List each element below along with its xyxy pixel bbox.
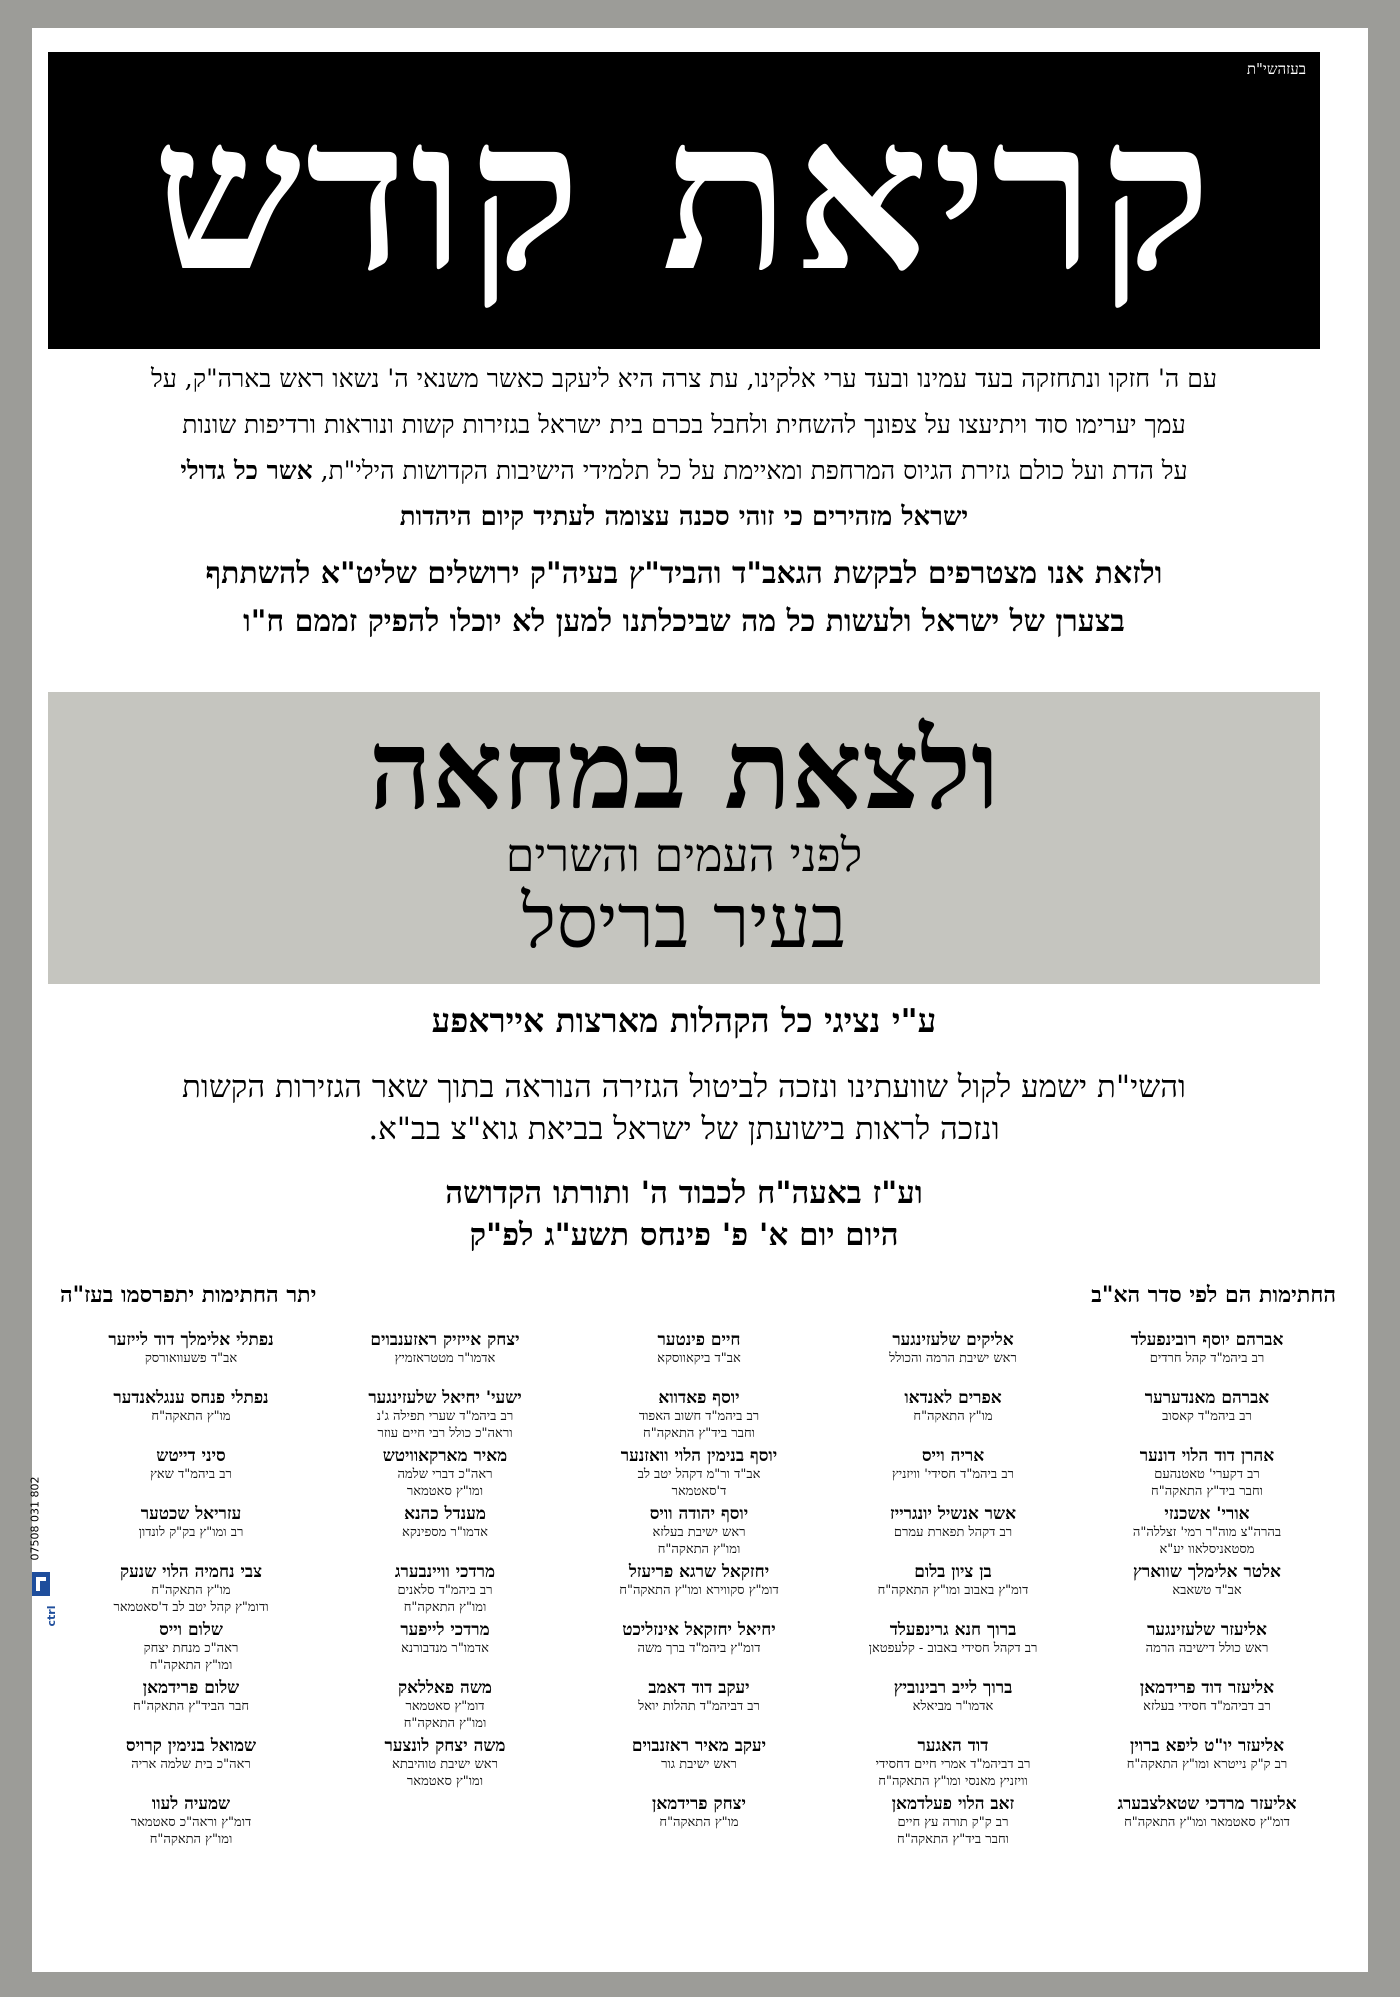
signature-entry: [572, 1504, 826, 1562]
signature-entry: [1080, 1620, 1334, 1678]
signatory-title: אב"ד טשאבא: [1172, 1583, 1242, 1598]
signatory-name: משה יצחק לונצער: [384, 1736, 506, 1756]
signature-entry: [1080, 1736, 1334, 1794]
signature-entry: [1080, 1678, 1334, 1736]
intro-strong-line: ולזאת אנו מצטרפים לבקשת הגאב"ד והביד"ץ בעיה"ק ירושלים שליט"א להשתתף: [205, 556, 1163, 591]
prayer-line: ונזכה לראות בישועתן של ישראל בביאת גוא"צ בב"א.: [368, 1111, 1000, 1147]
signature-entry: [318, 1678, 572, 1736]
signatory-title: ראה"כ מנחת יצחק: [143, 1641, 239, 1656]
signatory-name: אשר אנשיל יונגרייז: [890, 1504, 1016, 1524]
signature-entry: [1080, 1504, 1334, 1562]
signature-entry: [826, 1794, 1080, 1852]
signatory-name: אורי' אשכנזי: [1164, 1504, 1250, 1524]
signatory-title: רב דקהל חסידי באבוב - קלעפטאן: [868, 1641, 1038, 1656]
signatory-name: ברוך לייב רבינוביץ: [893, 1678, 1013, 1698]
signature-entry: [572, 1794, 826, 1852]
signatory-name: נפתלי פנחס ענגלאנדער: [113, 1388, 269, 1408]
signature-entry: [318, 1620, 572, 1678]
signatory-name: צבי נחמיה הלוי שנעק: [119, 1562, 263, 1582]
signature-entry: [64, 1330, 318, 1388]
signatory-title: וראה"כ כולל רבי חיים עוזר: [377, 1426, 513, 1441]
signatory-name: ברוך חנא גרינפעלד: [889, 1620, 1017, 1640]
signatory-title: ומו"ץ סאטמאר: [406, 1774, 484, 1789]
signatory-title: רב דביהמ"ד אמרי חיים דחסידי: [875, 1757, 1031, 1772]
signatory-title: רב ומו"ץ בק"ק לונדון: [138, 1525, 244, 1540]
signature-entry: [1080, 1330, 1334, 1388]
signature-entry: [826, 1388, 1080, 1446]
signature-entry: [318, 1330, 572, 1388]
signatory-name: יוסף יהודה וויס: [649, 1504, 749, 1524]
signatory-title: רב דביהמ"ד תהלות יואל: [638, 1699, 760, 1714]
signature-entry: [64, 1736, 318, 1794]
signature-entry: [64, 1388, 318, 1446]
signatory-title: אדמו"ר מספינקא: [402, 1525, 488, 1540]
signatory-title: ראש ישיבת גור: [661, 1757, 737, 1772]
svg-text:ctrl: ctrl: [45, 1605, 58, 1627]
signatory-name: מרדכי וויינבערג: [394, 1562, 496, 1582]
signature-entry: [64, 1678, 318, 1736]
signatory-title: רב דקהל תפארת עמרם: [893, 1525, 1013, 1540]
signatory-title: ראש ישיבת הרמה והכולל: [889, 1351, 1017, 1366]
title-banner: [48, 52, 1320, 349]
signature-entry: [826, 1446, 1080, 1504]
signature-entry: [318, 1562, 572, 1620]
signatory-name: יחזקאל שרגא פריעזל: [628, 1562, 770, 1582]
signatory-name: מאיר מארקאוויטש: [382, 1446, 508, 1466]
signatory-title: רב ביהמ"ד קאסוב: [1162, 1409, 1252, 1424]
signatory-name: יצחק פרידמאן: [652, 1794, 746, 1814]
signature-entry: [572, 1620, 826, 1678]
signature-entry: [64, 1620, 318, 1678]
signature-entry: [64, 1562, 318, 1620]
signatory-title: רב דקערי' טאטנהעם: [1154, 1467, 1260, 1482]
protest-city: בעיר בריסל: [521, 879, 847, 965]
signatory-title: ראש כולל דישיבה הרמה: [1145, 1641, 1269, 1656]
signature-entry: [318, 1446, 572, 1504]
signatory-title: ד'סאטמאר: [671, 1484, 727, 1499]
signatory-title: ומו"ץ התאקה"ח: [403, 1600, 487, 1615]
signature-entry: [1080, 1562, 1334, 1620]
signatory-name: חיים פינטער: [657, 1330, 741, 1350]
intro-line: עם ה' חזקו ונתחזקה בעד עמינו ובעד ערי אלקינו, עת צרה היא ליעקב כאשר משנאי ה' נשאו ראש בארה"ק, על: [151, 364, 1217, 393]
signatory-title: ומו"ץ התאקה"ח: [149, 1832, 233, 1847]
signatory-name: אליעזר דוד פרידמאן: [1139, 1678, 1275, 1698]
signatory-title: דומ"ץ סאטמאר: [405, 1699, 485, 1714]
signatory-name: ישעי' יחיאל שלעזינגער: [368, 1388, 522, 1408]
organizers-line: ע"י נציגי כל הקהלות מארצות אייראפע: [431, 1001, 937, 1040]
signatory-title: מו"ץ התאקה"ח: [151, 1409, 231, 1424]
signatory-name: דוד האגער: [917, 1736, 989, 1756]
signatory-title: רב ביהמ"ד קהל חרדים: [1149, 1351, 1265, 1366]
signatory-name: יחיאל יחזקאל אינזליכט: [622, 1620, 776, 1640]
signatory-title: רב ביהמ"ד חשוב האפוד: [638, 1409, 760, 1424]
signatory-title: דומ"ץ סאטמאר ומו"ץ התאקה"ח: [1124, 1815, 1290, 1830]
signatory-title: ומו"ץ סאטמאר: [406, 1484, 484, 1499]
signature-entry: [318, 1504, 572, 1562]
signatory-title: רב ק"ק תורה עץ חיים: [897, 1815, 1009, 1830]
ctrl-logo: [30, 1572, 58, 1632]
header-blessing: בעזהשי"ת: [1246, 60, 1306, 78]
signatory-name: זאב הלוי פעלדמאן: [891, 1794, 1015, 1814]
signatory-title: רב ק"ק נייטרא ומו"ץ התאקה"ח: [1126, 1757, 1288, 1772]
signatory-title: ודומ"ץ קהל יטב לב ד'סאטמאר: [113, 1600, 269, 1615]
signatory-name: עזריאל שכטער: [140, 1504, 242, 1524]
intro-line: עמך יערימו סוד ויתיעצו על צפונך להשחית ולחבל בכרם בית ישראל בגזירות קשות ונוראות ורדיפות שונות: [182, 410, 1186, 439]
closing-text: [48, 996, 1320, 1256]
signatory-name: אליעזר מרדכי שטאלצבערג: [1117, 1794, 1297, 1814]
signatures-more-note: יתר החתימות יתפרסמו בעז"ה: [60, 1282, 317, 1308]
signature-entry: [1080, 1446, 1334, 1504]
signatory-title: מסטאניסלאוו יע"א: [1159, 1542, 1255, 1557]
signature-entry: [64, 1504, 318, 1562]
signature-entry: [572, 1678, 826, 1736]
signatory-name: יעקב מאיר ראזנבוים: [631, 1736, 767, 1756]
intro-text: [48, 356, 1320, 646]
protest-subheading: לפני העמים והשרים: [505, 828, 863, 882]
signature-entry: [826, 1736, 1080, 1794]
signatory-name: אהרן דוד הלוי דונער: [1139, 1446, 1275, 1466]
date-line: היום יום א' פ' פינחס תשע"ג לפ"ק: [469, 1217, 899, 1253]
signature-entry: [572, 1562, 826, 1620]
signatory-title: וחבר ביד"ץ התאקה"ח: [897, 1832, 1009, 1847]
signatory-title: ראה"כ בית שלמה אריה: [131, 1757, 251, 1772]
signatory-name: שלום פרידמאן: [142, 1678, 240, 1698]
intro-strong-line: בצערן של ישראל ולעשות כל מה שביכלתנו למען לא יוכלו להפיק זממם ח"ו: [243, 604, 1125, 639]
signatory-title: ראש ישיבת בעלזא: [652, 1525, 746, 1540]
signatory-title: אב"ד ביקאווסקא: [657, 1351, 741, 1366]
signatory-title: אדמו"ר מטטראזמיץ: [394, 1351, 496, 1366]
signature-entry: [826, 1678, 1080, 1736]
signatory-title: ראה"כ דברי שלמה: [397, 1467, 493, 1482]
signature-column: [64, 1330, 318, 1852]
print-code: 07508 031 802: [28, 1476, 42, 1561]
signatory-name: יוסף פאדווא: [658, 1388, 740, 1408]
signatory-title: דומ"ץ באבוב ומו"ץ התאקה"ח: [877, 1583, 1029, 1598]
signatory-name: שמעיה לעוו: [151, 1794, 231, 1814]
signatory-title: וחבר ביד"ץ התאקה"ח: [643, 1426, 755, 1441]
signature-entry: [826, 1330, 1080, 1388]
signatory-title: מו"ץ התאקה"ח: [659, 1815, 739, 1830]
signature-columns: [64, 1330, 1334, 1852]
signature-column: [572, 1330, 826, 1852]
signature-entry: [572, 1446, 826, 1504]
signatory-title: ומו"ץ התאקה"ח: [657, 1542, 741, 1557]
signatory-name: אליקים שלעזינגער: [892, 1330, 1014, 1350]
signatory-title: ומו"ץ התאקה"ח: [403, 1716, 487, 1731]
signatory-title: רב ביהמ"ד שערי תפילה ג'נ: [376, 1409, 514, 1424]
signatory-name: אפרים לאנדאו: [904, 1388, 1002, 1408]
signatory-name: מרדכי לייפער: [400, 1620, 490, 1640]
signature-entry: [826, 1562, 1080, 1620]
signatory-name: אלטר אלימלך שווארץ: [1133, 1562, 1281, 1582]
signature-entry: [318, 1736, 572, 1794]
signatory-title: מו"ץ התאקה"ח: [151, 1583, 231, 1598]
signature-column: [826, 1330, 1080, 1852]
signatory-title: רב ביהמ"ד חסידי' וויזניץ: [892, 1467, 1014, 1482]
signatory-title: מו"ץ התאקה"ח: [913, 1409, 993, 1424]
signatory-name: אברהם יוסף רובינפעלד: [1130, 1330, 1284, 1350]
intro-line-part: על הדת ועל כולם גזירת הגיוס המרחפת ומאיימת על כל תלמידי הישיבות הקדושות הילי"ת,: [320, 456, 1188, 485]
signature-entry: [1080, 1794, 1334, 1852]
signatory-title: אב"ד ור"מ דקהל יטב לב: [637, 1467, 761, 1482]
signatory-name: אליעזר יו"ט ליפא ברוין: [1130, 1736, 1284, 1756]
signatory-title: וויזניץ מאנסי ומו"ץ התאקה"ח: [878, 1774, 1028, 1789]
intro-line: [48, 448, 1320, 494]
signatory-name: אליעזר שלעזינגער: [1147, 1620, 1267, 1640]
print-mark: [28, 1472, 58, 1632]
intro-line: ישראל מזהירים כי זוהי סכנה עצומה לעתיד קיום היהדות: [399, 502, 969, 532]
signatory-title: אדמו"ר מביאלא: [912, 1699, 994, 1714]
protest-heading: ולצאת במחאה: [368, 705, 1000, 834]
signing-line: וע"ז באעה"ח לכבוד ה' ותורתו הקדושה: [445, 1175, 923, 1211]
signature-column: [318, 1330, 572, 1852]
signature-entry: [318, 1388, 572, 1446]
signature-entry: [64, 1794, 318, 1852]
signatory-name: שלום וייס: [159, 1620, 223, 1640]
signatory-title: וחבר ביד"ץ התאקה"ח: [1151, 1484, 1263, 1499]
poster-title: קריאת קודש: [152, 71, 1216, 318]
signatory-name: נפתלי אלימלך דוד לייזער: [108, 1330, 274, 1350]
signatory-title: דומ"ץ ביהמ"ד ברך משה: [637, 1641, 761, 1656]
signatory-title: ומו"ץ התאקה"ח: [149, 1658, 233, 1673]
signatory-title: בהרה"צ מוה"ר רמי' זצללה"ה: [1132, 1525, 1282, 1540]
signatory-name: מענדל כהנא: [404, 1504, 486, 1524]
signature-entry: [1080, 1388, 1334, 1446]
signature-entry: [826, 1620, 1080, 1678]
signatory-title: רב ביהמ"ד שאץ: [150, 1467, 232, 1482]
intro-line-bold: אשר כל גדולי: [180, 456, 313, 485]
signature-entry: [572, 1736, 826, 1794]
signatory-title: רב ביהמ"ד סלאנים: [397, 1583, 493, 1598]
signature-entry: [64, 1446, 318, 1504]
prayer-line: והשי"ת ישמע לקול שוועתינו ונזכה לביטול הגזירה הנוראה בתוך שאר הגזירות הקשות: [182, 1069, 1186, 1105]
signatory-name: יעקב דוד דאמב: [648, 1678, 750, 1698]
signature-entry: [572, 1330, 826, 1388]
signature-column: [1080, 1330, 1334, 1852]
signatory-title: דומ"ץ סקווירא ומו"ץ התאקה"ח: [619, 1583, 779, 1598]
signatory-name: משה פאללאק: [398, 1678, 492, 1698]
signatory-name: אברהם מאנדערער: [1144, 1388, 1270, 1408]
signatory-name: יצחק אייזיק ראזענבוים: [370, 1330, 520, 1350]
signatory-name: אריה וייס: [921, 1446, 985, 1466]
signature-entry: [826, 1504, 1080, 1562]
signatory-name: בן ציון בלום: [914, 1562, 992, 1582]
signatory-title: אב"ד פשעוואורסק: [144, 1351, 238, 1366]
signatory-title: חבר הביד"ץ התאקה"ח: [132, 1699, 250, 1714]
signatory-title: רב דביהמ"ד חסידי בעלזא: [1143, 1699, 1271, 1714]
protest-banner: [48, 692, 1320, 984]
signatory-title: ראש ישיבת טוהיבתא: [392, 1757, 498, 1772]
signatory-title: דומ"ץ וראה"כ סאטמאר: [130, 1815, 252, 1830]
signatures-header: [60, 1282, 1336, 1316]
signatory-name: שמואל בנימין קרויס: [125, 1736, 257, 1756]
signatures-order-note: החתימות הם לפי סדר הא"ב: [1091, 1282, 1336, 1308]
signature-entry: [572, 1388, 826, 1446]
signatory-name: יוסף בנימין הלוי וואזנער: [620, 1446, 778, 1466]
signatory-title: אדמו"ר מנדבורנא: [401, 1641, 489, 1656]
signatory-name: סיני דייטש: [156, 1446, 226, 1466]
